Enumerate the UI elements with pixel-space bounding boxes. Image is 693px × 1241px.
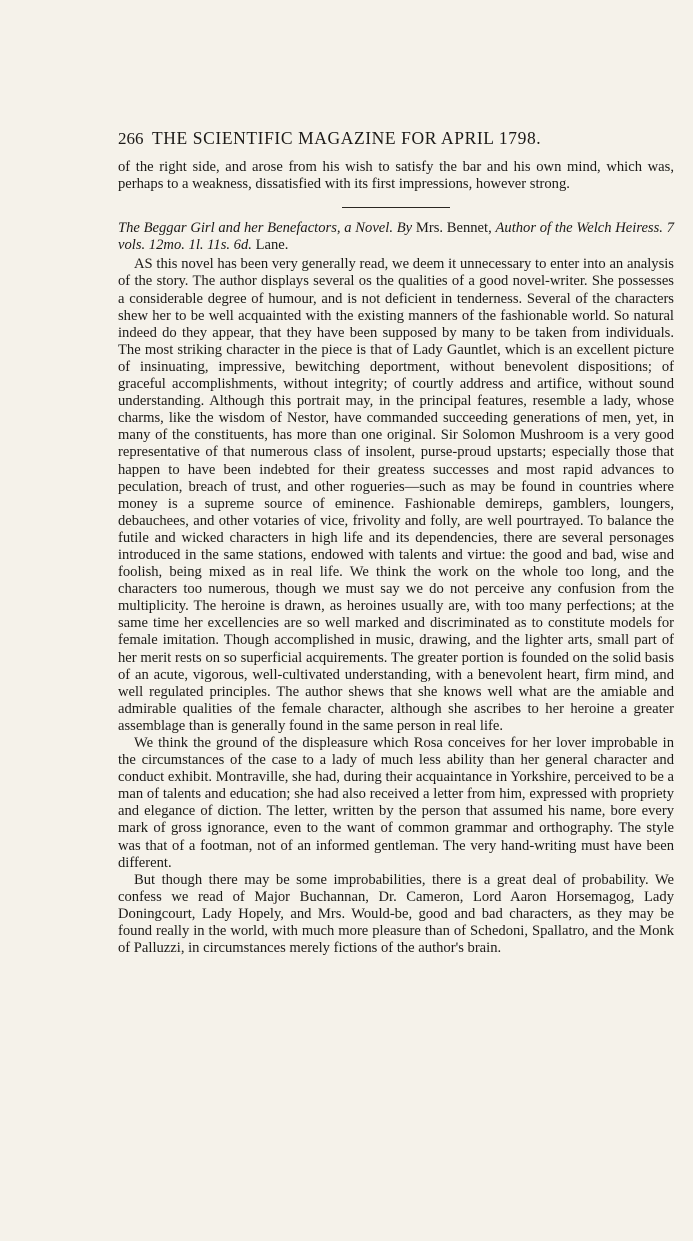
book-page (118, 128, 674, 957)
page-number: 266 (118, 129, 144, 148)
running-head (118, 128, 674, 154)
review-paragraph-2: We think the ground of the displeasure which Rosa conceives for her lover improbable in the circumstances of the case to a lady of much less ability than her general character and conduct exhibit. Montraville, she had, during their acquaintance in Yorkshire, perceived to be a man of talents and education; she had also received a letter from him, expressed with propriety and elegance of diction. The letter, written by the person that assumed his name, bore every mark of gross ignorance, even to the want of common grammar and orthography. The style was that of a footman, not of an informed gentleman. The very hand-writing must have been different. (118, 735, 674, 871)
review-heading (118, 220, 674, 254)
review-details: 7 vols. 12mo. 1l. 11s. 6d. (118, 220, 674, 254)
review-paragraph-1: AS this novel has been very generally read, we deem it unnecessary to enter into an analysis of the story. The author displays several os the qualities of a good novel-writer. She possesses a considerable degree of humour, and is not deficient in tenderness. Several of the characters shew her to be well acquainted with the existing manners of the fashionable world. So natural indeed do they appear, that they have been supposed by many to be taken from individuals. The most striking character in the piece is that of Lady Gauntlet, which is an excellent picture of insinuating, impressive, bewitching deportment, without benevolent dispositions; of graceful accomplishments, without integrity; of courtly address and artifice, without sound understanding. Although this portrait may, in the principal features, resemble a lady, whose charms, like the wisdom of Nestor, have commanded succeeding generations of men, yet, in many of the constituents, has more than one original. Sir Solomon Mushroom is a very good representative of that numerous class of insolent, purse-proud upstarts; especially those that happen to have been indebted for their greatess successes and most rapid advances to peculation, breach of trust, and other rogueries—such as may be found in countries where money is a supreme source of eminence. Fashionable demireps, gamblers, loungers, debauchees, and other votaries of vice, frivolity and folly, are well pourtrayed. To balance the futile and wicked characters in high life and its dependencies, there are several personages introduced in the same stations, endowed with talents and virtue: the good and bad, wise and foolish, being mixed as in real life. We think the work on the whole too long, and the characters too numerous, though we must say we do not perceive any confusion from the multiplicity. The heroine is drawn, as heroines usually are, with too many perfections; at the same time her excellencies are so well marked and discriminated as to constitute models for female imitation. Though accomplished in music, drawing, and the lighter arts, small part of her merit rests on so superficial acquirements. The greater portion is founded on the solid basis of an acute, vigorous, well-cultivated understanding, with a benevolent heart, firm mind, and well regulated principles. The author shews that she knows well what are the amiable and admirable qualities of the female character, although she ascribes to her heroine a greater assemblage than is generally found in the same person in real life. (118, 256, 674, 734)
section-divider (342, 207, 450, 208)
magazine-title: THE SCIENTIFIC MAGAZINE FOR APRIL 1798. (152, 128, 542, 148)
continuation-paragraph: of the right side, and arose from his wish to satisfy the bar and his own mind, which was, perhaps to a weakness, dissatisfied with its first impressions, however strong. (118, 159, 674, 193)
review-author: Mrs. Bennet, (415, 220, 492, 237)
review-author-of: Author of the Welch Heiress. (495, 220, 663, 237)
review-publisher: Lane. (255, 237, 289, 254)
article-body (118, 159, 674, 957)
review-by: By (396, 220, 413, 237)
review-book-title: The Beggar Girl and her Benefactors, a Novel. (118, 220, 393, 237)
review-paragraph-3: But though there may be some improbabilities, there is a great deal of probability. We confess we read of Major Buchannan, Dr. Cameron, Lord Aaron Horsemagog, Lady Doningcourt, Lady Hopely, and Mrs. Would-be, good and bad characters, as they may be found really in the world, with much more pleasure than of Schedoni, Spallatro, and the Monk of Palluzzi, in circumstances merely fictions of the author's brain. (118, 871, 674, 957)
